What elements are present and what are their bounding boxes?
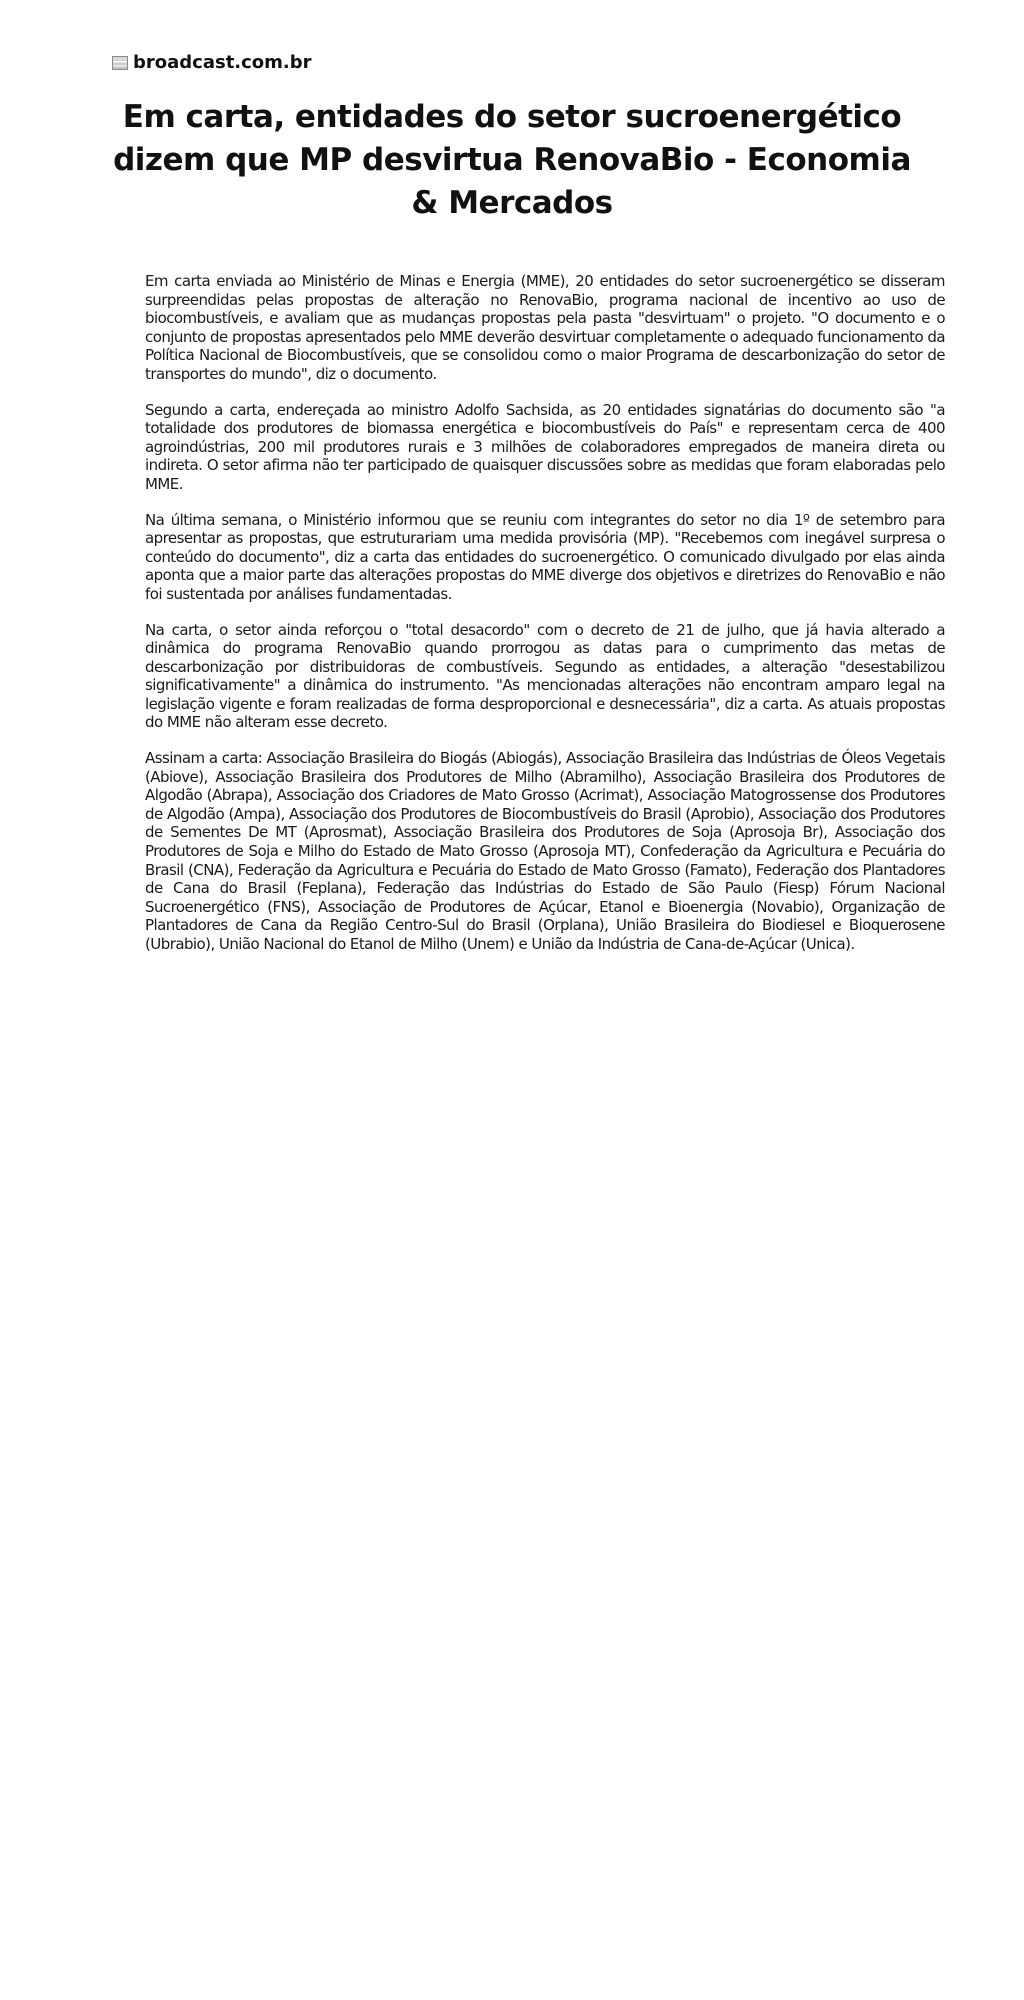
article-paragraph: Na carta, o setor ainda reforçou o "total desacordo" com o decreto de 21 de julho, que já havia alterado a dinâmica do programa RenovaBio quando prorrogou as datas para o cumprimento das metas de descarbonização por distribuidoras de combustíveis. Segundo as entidades, a alteração "desestabilizou significativamente" a dinâmica do instrumento. "As mencionadas alterações não encontram amparo legal na legislação vigente e foram realizadas de forma desproporcional e desnecessária", diz a carta. As atuais propostas do MME não alteram esse decreto. [145,620,945,732]
article-body [145,272,945,971]
article-paragraph: Na última semana, o Ministério informou que se reuniu com integrantes do setor no dia 1º de setembro para apresentar as propostas, que estruturariam uma medida provisória (MP). "Recebemos com inegável surpresa o conteúdo do documento", diz a carta das entidades do sucroenergético. O comunicado divulgado por elas ainda aponta que a maior parte das alterações propostas do MME diverge dos objetivos e diretrizes do RenovaBio e não foi sustentada por análises fundamentadas. [145,510,945,603]
article-paragraph: Segundo a carta, endereçada ao ministro Adolfo Sachsida, as 20 entidades signatárias do documento são "a totalidade dos produtores de biomassa energética e biocombustíveis do País" e representam cerca de 400 agroindústrias, 200 mil produtores rurais e 3 milhões de colaboradores empregados de maneira direta ou indireta. O setor afirma não ter participado de quaisquer discussões sobre as medidas que foram elaboradas pelo MME. [145,400,945,493]
site-header [112,52,312,73]
article-title: Em carta, entidades do setor sucroenergético dizem que MP desvirtua RenovaBio - Economia & Mercados [113,99,911,221]
article-paragraph: Assinam a carta: Associação Brasileira do Biogás (Abiogás), Associação Brasileira das Indústrias de Óleos Vegetais (Abiove), Associação Brasileira dos Produtores de Milho (Abramilho), Associação Brasileira dos Produtores de Algodão (Abrapa), Associação dos Criadores de Mato Grosso (Acrimat), Associação Matogrossense dos Produtores de Algodão (Ampa), Associação dos Produtores de Biocombustíveis do Brasil (Aprobio), Associação dos Produtores de Sementes De MT (Aprosmat), Associação Brasileira dos Produtores de Soja (Aprosoja Br), Associação dos Produtores de Soja e Milho do Estado de Mato Grosso (Aprosoja MT), Confederação da Agricultura e Pecuária do Brasil (CNA), Federação da Agricultura e Pecuária do Estado de Mato Grosso (Famato), Federação dos Plantadores de Cana do Brasil (Feplana), Federação das Indústrias do Estado de São Paulo (Fiesp) Fórum Nacional Sucroenergético (FNS), Associação de Produtores de Açúcar, Etanol e Bioenergia (Novabio), Organização de Plantadores de Cana da Região Centro-Sul do Brasil (Orplana), União Brasileira do Biodiesel e Bioquerosene (Ubrabio), União Nacional do Etanol de Milho (Unem) e União da Indústria de Cana-de-Açúcar (Unica). [145,749,945,953]
site-link[interactable]: broadcast.com.br [133,52,312,73]
article-paragraph: Em carta enviada ao Ministério de Minas e Energia (MME), 20 entidades do setor sucroenergético se disseram surpreendidas pelas propostas de alteração no RenovaBio, programa nacional de incentivo ao uso de biocombustíveis, e avaliam que as mudanças propostas pela pasta "desvirtuam" o projeto. "O documento e o conjunto de propostas apresentados pelo MME deverão desvirtuar completamente o adequado funcionamento da Política Nacional de Biocombustíveis, que se consolidou como o maior Programa de descarbonização do setor de transportes do mundo", diz o documento. [145,272,945,383]
newspaper-icon [112,56,128,70]
